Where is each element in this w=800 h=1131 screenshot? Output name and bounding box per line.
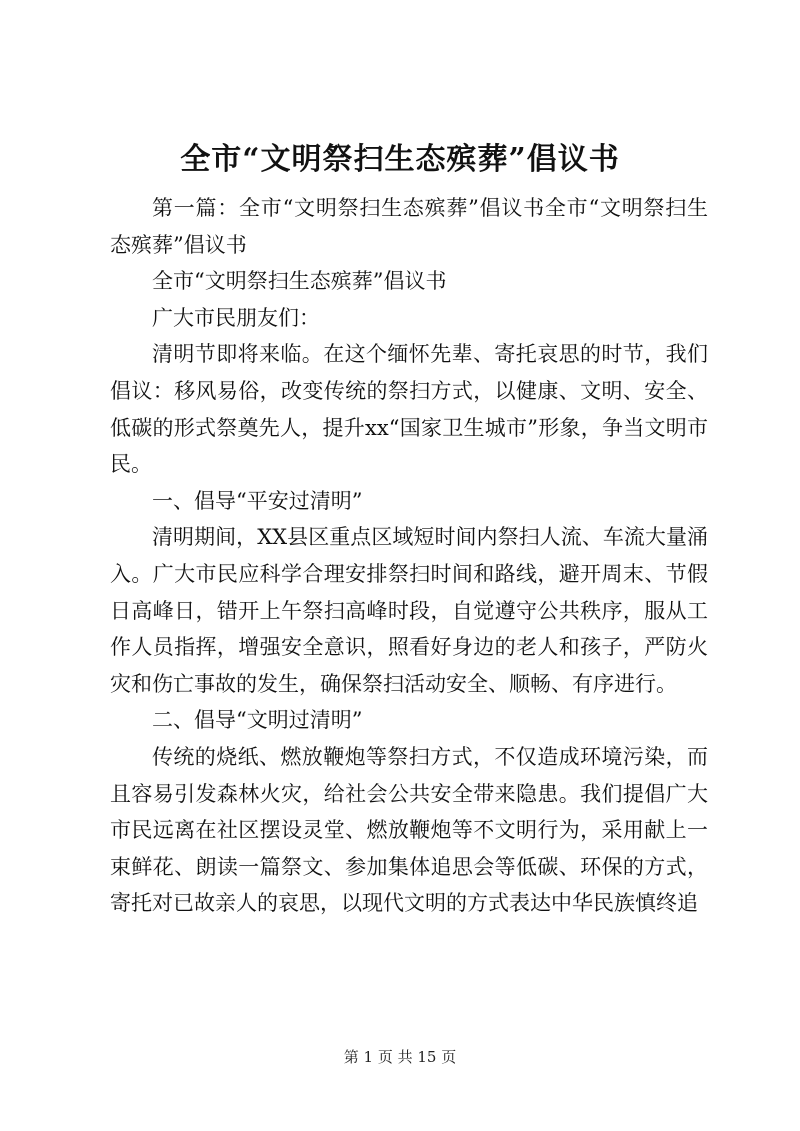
paragraph-subtitle: 全市“文明祭扫生态殡葬”倡议书 bbox=[152, 269, 447, 294]
page-footer: 第 1 页 共 15 页 bbox=[343, 1048, 457, 1066]
section-heading-safe: 一、倡导“平安过清明” bbox=[152, 488, 363, 513]
section-heading-civilized: 二、倡导“文明过清明” bbox=[152, 708, 363, 733]
paragraph-intro: 清明节即将来临。在这个缅怀先辈、寄托哀思的时节，我们倡议：移风易俗，改变传统的祭扫方式，以健康、文明、安全、低碳的形式祭奠先人，提升xx“国家卫生城市”形象，争当文明市民。 bbox=[110, 342, 708, 477]
paragraph-heading-first-article: 第一篇：全市“文明祭扫生态殡葬”倡议书全市“文明祭扫生态殡葬”倡议书 bbox=[110, 196, 708, 257]
paragraph-safe-body: 清明期间，XX县区重点区域短时间内祭扫人流、车流大量涌入。广大市民应科学合理安排祭扫时间和路线，避开周末、节假日高峰日，错开上午祭扫高峰时段，自觉遵守公共秩序，服从工作人员指挥，增强安全意识，照看好身边的老人和孩子，严防火灾和伤亡事故的发生，确保祭扫活动安全、顺畅、有序进行。 bbox=[110, 525, 708, 696]
paragraph-civilized-body: 传统的烧纸、燃放鞭炮等祭扫方式，不仅造成环境污染，而且容易引发森林火灾，给社会公共安全带来隐患。我们提倡广大市民远离在社区摆设灵堂、燃放鞭炮等不文明行为，采用献上一束鲜花、朗读一篇祭文、参加集体追思会等低碳、环保的方式，寄托对已故亲人的哀思，以现代文明的方式表达中华民族慎终追 bbox=[110, 744, 708, 916]
document-title: 全市“文明祭扫生态殡葬”倡议书 bbox=[180, 142, 620, 177]
document-body bbox=[110, 190, 708, 922]
paragraph-salutation: 广大市民朋友们： bbox=[152, 305, 320, 330]
